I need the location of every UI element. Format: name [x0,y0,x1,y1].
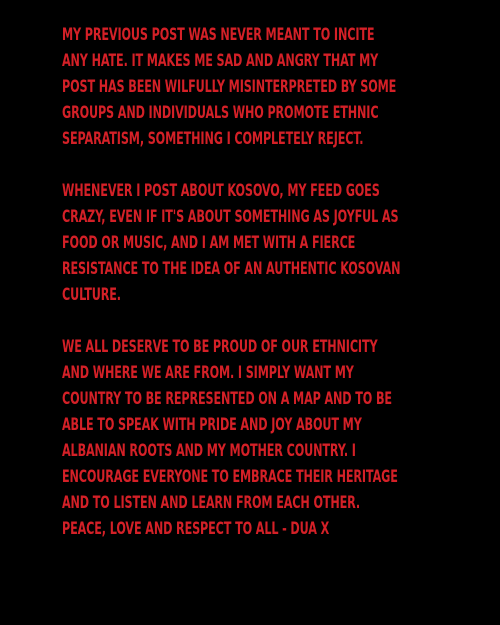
text-line: FOOD OR MUSIC, AND I AM MET WITH A FIERCE [62,233,356,253]
text-line: GROUPS AND INDIVIDUALS WHO PROMOTE ETHNIC [62,103,379,123]
text-line: ENCOURAGE EVERYONE TO EMBRACE THEIR HERITAGE [62,467,398,487]
text-line: POST HAS BEEN WILFULLY MISINTERPRETED BY SOME [62,77,397,97]
text-line: AND TO LISTEN AND LEARN FROM EACH OTHER. [62,493,361,513]
paragraph-heritage [62,334,472,542]
paragraph-kosovo-posts [62,178,472,308]
statement-text-block [62,22,472,568]
text-line: ABLE TO SPEAK WITH PRIDE AND JOY ABOUT MY [62,415,362,435]
text-line: ALBANIAN ROOTS AND MY MOTHER COUNTRY. I [62,441,356,461]
text-line: CULTURE. [62,285,121,305]
text-line: WE ALL DESERVE TO BE PROUD OF OUR ETHNICITY [62,337,378,357]
text-line: AND WHERE WE ARE FROM. I SIMPLY WANT MY [62,363,354,383]
text-line: CRAZY, EVEN IF IT'S ABOUT SOMETHING AS JOYFUL AS [62,207,399,227]
paragraph-previous-post [62,22,472,152]
text-line: ANY HATE. IT MAKES ME SAD AND ANGRY THAT MY [62,51,379,71]
text-line: WHENEVER I POST ABOUT KOSOVO, MY FEED GOES [62,181,380,201]
text-line: MY PREVIOUS POST WAS NEVER MEANT TO INCITE [62,25,375,45]
text-line: COUNTRY TO BE REPRESENTED ON A MAP AND TO BE [62,389,392,409]
text-line: RESISTANCE TO THE IDEA OF AN AUTHENTIC KOSOVAN [62,259,401,279]
text-line: SEPARATISM, SOMETHING I COMPLETELY REJECT. [62,129,364,149]
signature-line: PEACE, LOVE AND RESPECT TO ALL - DUA X [62,519,330,539]
